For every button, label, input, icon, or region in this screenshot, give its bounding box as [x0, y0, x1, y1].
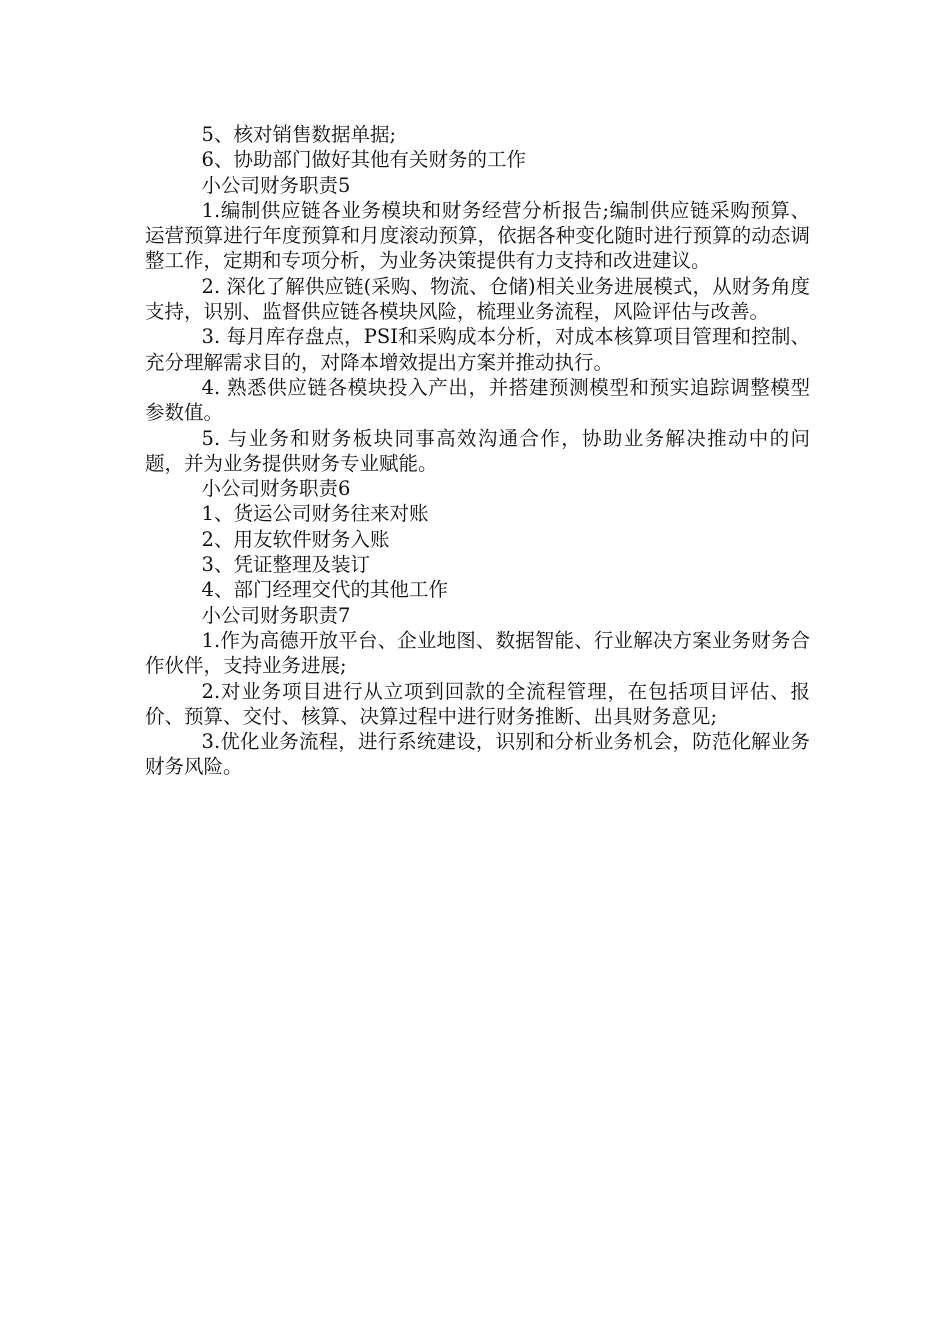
list-item: 2. 深化了解供应链(采购、物流、仓储)相关业务进展模式，从财务角度支持，识别、监督供应链各模块风险，梳理业务流程，风险评估与改善。 [145, 274, 810, 324]
list-item: 6、协助部门做好其他有关财务的工作 [201, 148, 526, 172]
section-heading: 小公司财务职责6 [201, 477, 351, 501]
list-item: 2、用友软件财务入账 [201, 527, 390, 551]
list-item: 5、核对销售数据单据; [201, 123, 397, 146]
list-item: 4. 熟悉供应链各模块投入产出，并搭建预测模型和预实追踪调整模型参数值。 [145, 375, 810, 425]
list-item: 1.作为高德开放平台、企业地图、数据智能、行业解决方案业务财务合作伙伴，支持业务进展; [145, 628, 810, 678]
list-item: 2.对业务项目进行从立项到回款的全流程管理，在包括项目评估、报价、预算、交付、核算、决算过程中进行财务推断、出具财务意见; [145, 679, 810, 728]
list-item: 3.优化业务流程，进行系统建设，识别和分析业务机会，防范化解业务财务风险。 [145, 730, 810, 779]
list-item: 5. 与业务和财务板块同事高效沟通合作，协助业务解决推动中的问题，并为业务提供财务专业赋能。 [145, 426, 810, 475]
list-item: 3、凭证整理及装订 [201, 553, 370, 577]
document-body [145, 122, 810, 780]
list-item: 1.编制供应链各业务模块和财务经营分析报告;编制供应链采购预算、运营预算进行年度预算和月度滚动预算，依据各种变化随时进行预算的动态调整工作，定期和专项分析，为业务决策提供有力支持和改进建议。 [145, 198, 810, 273]
section-heading: 小公司财务职责5 [201, 173, 351, 197]
list-item: 1、货运公司财务往来对账 [201, 502, 429, 526]
list-item: 4、部门经理交代的其他工作 [201, 578, 448, 602]
section-heading: 小公司财务职责7 [201, 603, 351, 627]
list-item: 3. 每月库存盘点，PSI和采购成本分析，对成本核算项目管理和控制、充分理解需求目的，对降本增效提出方案并推动执行。 [145, 325, 810, 374]
